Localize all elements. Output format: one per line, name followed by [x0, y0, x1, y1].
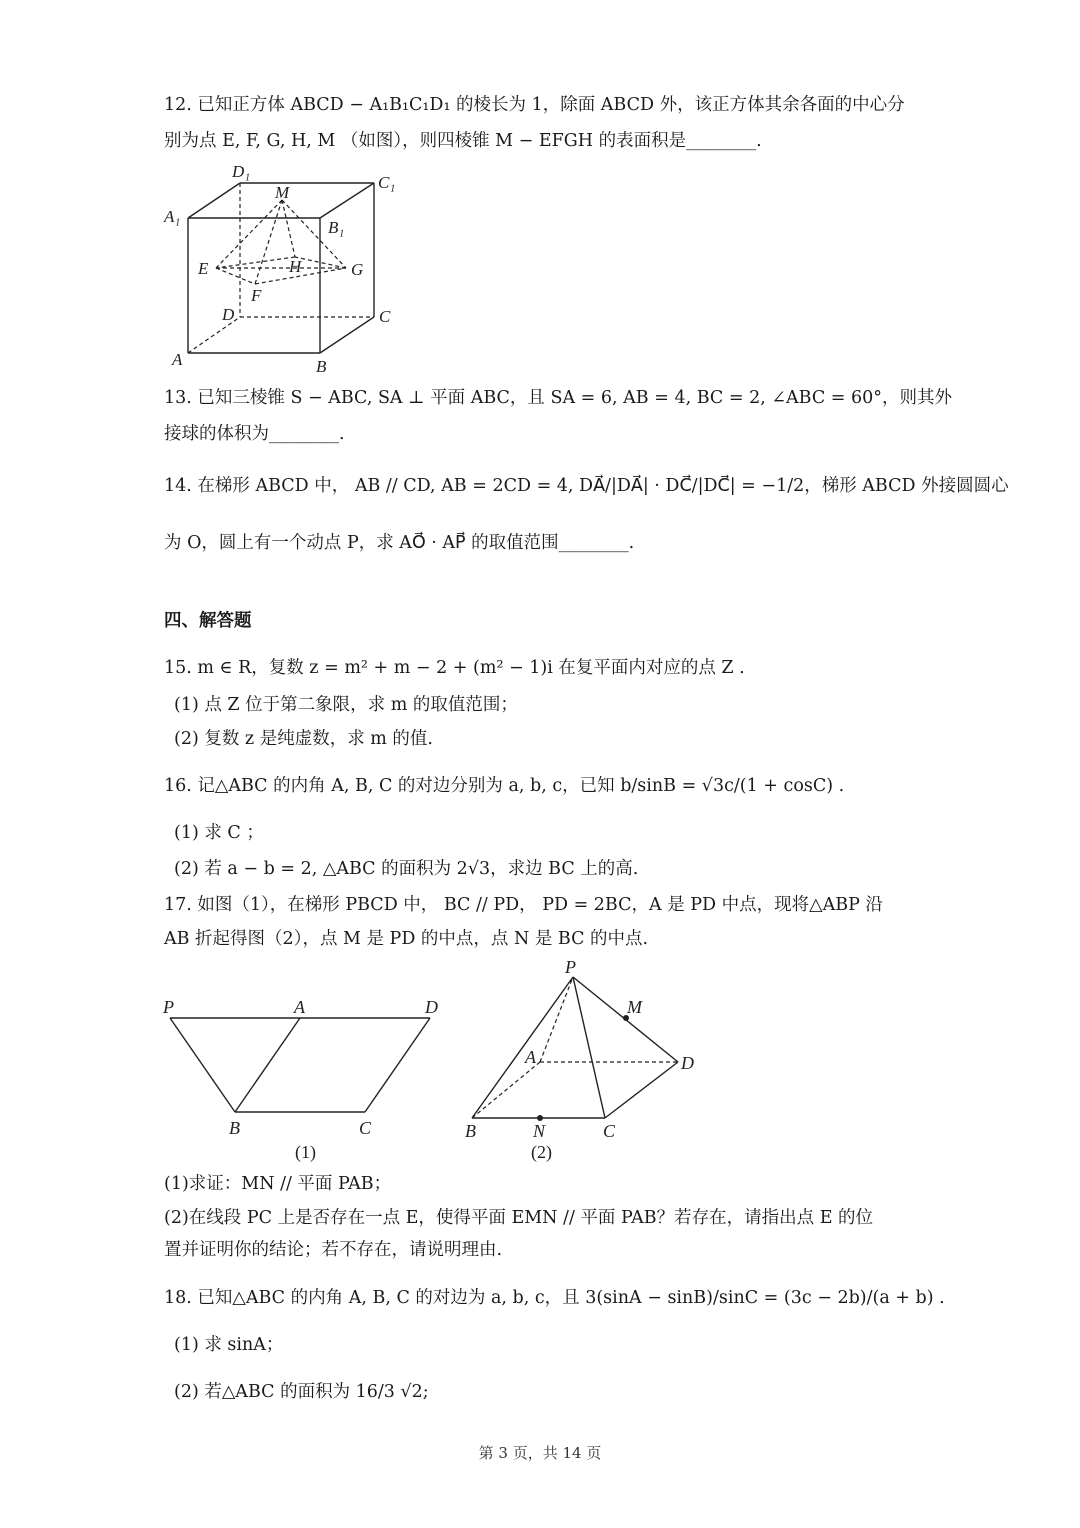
q12-line2: 别为点 E, F, G, H, M （如图），则四棱锥 M − EFGH 的表面积是________. — [164, 131, 762, 151]
label-D1: D₁ — [232, 162, 251, 181]
q13-line2: 接球的体积为________. — [164, 424, 345, 444]
pyr-label-C: C — [603, 1121, 616, 1141]
cube-figure — [160, 160, 420, 380]
label-C1: C₁ — [378, 173, 396, 192]
q15-part1: (1) 点 Z 位于第二象限，求 m 的取值范围； — [174, 695, 518, 715]
pyramid-figure — [455, 955, 715, 1165]
label-H: H — [289, 257, 302, 276]
label-D: D — [222, 305, 235, 324]
q17-part2-line1: (2)在线段 PC 上是否存在一点 E，使得平面 EMN // 平面 PAB？若存在，请指出点 E 的位 — [164, 1208, 874, 1228]
pyr-label-A: A — [525, 1047, 536, 1067]
label-B1: B₁ — [328, 218, 345, 237]
q16-part1: (1) 求 C ； — [174, 823, 264, 843]
page-footer: 第 3 页，共 14 页 — [478, 1444, 602, 1462]
label-F: F — [251, 286, 262, 305]
label-G: G — [351, 260, 364, 279]
label-M: M — [275, 183, 290, 202]
trap-label-D: D — [425, 997, 438, 1017]
trapezoid-figure — [155, 990, 455, 1170]
pyr-caption: (2) — [531, 1142, 552, 1162]
label-A: A — [172, 350, 183, 369]
q17-line1: 17. 如图（1），在梯形 PBCD 中， BC // PD， PD = 2BC，A 是 PD 中点，现将△ABP 沿 — [164, 895, 883, 915]
pyr-label-B: B — [465, 1121, 476, 1141]
q15-stem: 15. m ∈ R，复数 z = m² + m − 2 + (m² − 1)i 在复平面内对应的点 Z . — [164, 658, 745, 678]
q18-stem: 18. 已知△ABC 的内角 A, B, C 的对边为 a, b, c，且 3(sinA − sinB)/sinC = (3c − 2b)/(a + b) . — [164, 1288, 945, 1308]
q17-part1: (1)求证：MN // 平面 PAB； — [164, 1174, 392, 1194]
trap-label-B: B — [229, 1118, 240, 1138]
q17-line2: AB 折起得图（2），点 M 是 PD 的中点，点 N 是 BC 的中点. — [164, 929, 649, 949]
trap-label-A: A — [294, 997, 305, 1017]
label-B: B — [316, 357, 327, 376]
section-heading: 四、解答题 — [164, 611, 252, 631]
pyr-label-D: D — [681, 1053, 694, 1073]
trap-caption: (1) — [295, 1142, 316, 1162]
q18-part2: (2) 若△ABC 的面积为 16/3 √2; — [174, 1382, 429, 1402]
label-A1: A₁ — [164, 207, 181, 226]
pyr-label-P: P — [565, 957, 576, 977]
pyr-label-N: N — [533, 1121, 546, 1141]
q18-part1: (1) 求 sinA； — [174, 1335, 284, 1355]
q13-line1: 13. 已知三棱锥 S − ABC, SA ⊥ 平面 ABC，且 SA = 6, AB = 4, BC = 2, ∠ABC = 60°，则其外 — [164, 388, 953, 408]
q16-part2: (2) 若 a − b = 2, △ABC 的面积为 2√3，求边 BC 上的高. — [174, 859, 639, 879]
q14-line2: 为 O，圆上有一个动点 P，求 AO⃗ · AP⃗ 的取值范围________. — [164, 533, 635, 553]
q16-stem: 16. 记△ABC 的内角 A, B, C 的对边分别为 a, b, c，已知 b/sinB = √3c/(1 + cosC) . — [164, 776, 845, 796]
q17-part2-line2: 置并证明你的结论；若不存在，请说明理由. — [164, 1240, 503, 1260]
trap-label-P: P — [163, 997, 174, 1017]
q15-part2: (2) 复数 z 是纯虚数，求 m 的值. — [174, 729, 433, 749]
q12-line1: 12. 已知正方体 ABCD − A₁B₁C₁D₁ 的棱长为 1，除面 ABCD 外，该正方体其余各面的中心分 — [164, 95, 905, 115]
pyr-label-M: M — [627, 997, 642, 1017]
q14-line1: 14. 在梯形 ABCD 中， AB // CD, AB = 2CD = 4, DA⃗/|DA⃗| · DC⃗/|DC⃗| = −1/2，梯形 ABCD 外接圆圆心 — [164, 476, 1009, 496]
trap-label-C: C — [359, 1118, 372, 1138]
label-E: E — [198, 259, 209, 278]
label-C: C — [379, 307, 391, 326]
